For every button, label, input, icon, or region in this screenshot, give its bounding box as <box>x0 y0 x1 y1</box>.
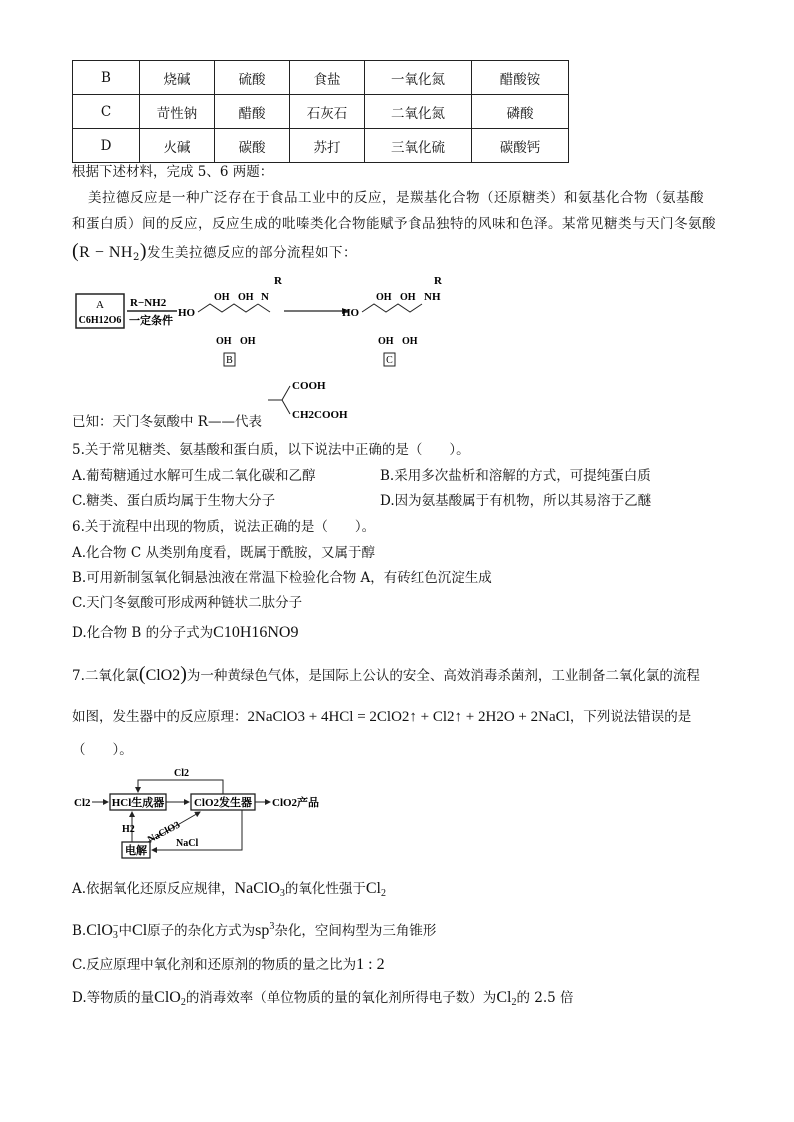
c-oh-1: OH <box>376 292 392 303</box>
cooh-2: CH2COOH <box>292 409 348 421</box>
maillard-flow-diagram <box>72 270 452 370</box>
material-line-3: $(R - NH_2)$发生美拉德反应的部分流程如下： <box>72 240 358 263</box>
q5-stem: 5.关于常见糖类、氨基酸和蛋白质，以下说法中正确的是（ ）。 <box>72 442 470 458</box>
box-a-label: A <box>96 299 104 311</box>
r-bond-1 <box>282 386 290 400</box>
cl2-recycle-line <box>138 780 223 794</box>
condition-label: 一定条件 <box>129 315 173 327</box>
product-label: ClO2产品 <box>272 797 320 809</box>
reaction-equation: 2NaClO3 + 4HCl = 2ClO2↑ + Cl2↑ + 2H2O + 2NaCl <box>247 709 570 725</box>
b-oh-1: OH <box>214 292 230 303</box>
c-oh-4: OH <box>402 336 418 347</box>
table-row <box>73 95 569 129</box>
label-c: C <box>386 355 393 366</box>
q7-line-3: （ ）。 <box>72 742 133 758</box>
cooh-1: COOH <box>292 380 326 392</box>
classification-table <box>72 60 569 163</box>
c-nh: NH <box>424 291 441 303</box>
clo2-formula: ClO2 <box>145 667 181 684</box>
c-oh-3: OH <box>378 336 394 347</box>
q7-option-b: B.ClO$_3$−中Cl原子的杂化方式为$sp^3$杂化，空间构型为三角锥形 <box>72 921 437 941</box>
b-ho: HO <box>178 307 196 319</box>
q6-option-d: D.化合物 B 的分子式为C10H16NO9 <box>72 624 299 641</box>
r-bond-3 <box>282 400 290 414</box>
table-cell: 碳酸 <box>215 129 290 163</box>
table-cell: 苏打 <box>290 129 365 163</box>
material-line-2: 和蛋白质）间的反应，反应生成的吡嗪类化合物能赋予食品独特的风味和色泽。某常见糖类与天门冬氨酸 <box>72 216 716 232</box>
table-cell: 火碱 <box>140 129 215 163</box>
q5-option-d: D.因为氨基酸属于有机物，所以其易溶于乙醚 <box>380 493 652 509</box>
table-cell: 食盐 <box>290 61 365 95</box>
label-b: B <box>226 355 233 366</box>
b-chain <box>198 304 258 312</box>
table-cell: 一氧化氮 <box>365 61 472 95</box>
r-nh2-formula: R − NH <box>79 244 133 261</box>
q6-d-formula: C10H16NO9 <box>213 624 299 641</box>
intro-text: 根据下述材料，完成 5、6 两题： <box>72 164 274 180</box>
c-ho: HO <box>342 307 360 319</box>
b-oh-3: OH <box>216 336 232 347</box>
c-oh-2: OH <box>400 292 416 303</box>
table-cell: 烧碱 <box>140 61 215 95</box>
q6-option-c: C.天门冬氨酸可形成两种链状二肽分子 <box>72 595 303 611</box>
electrolysis-label: 电解 <box>125 845 147 857</box>
clo2-generator-label: ClO2发生器 <box>193 797 253 809</box>
q7-option-a: A.依据氧化还原反应规律，NaClO$_3$的氧化性强于$Cl_2$ <box>72 880 386 899</box>
cl2-input-label: Cl2 <box>74 797 91 809</box>
table-cell: 硫酸 <box>215 61 290 95</box>
q7-option-d: D.等物质的量ClO$_2$的消毒效率（单位物质的量的氧化剂所得电子数）为$Cl_2$的 2.5 倍 <box>72 989 574 1008</box>
b-imine-bond <box>258 304 270 312</box>
table-cell: 二氧化氮 <box>365 95 472 129</box>
material-line-1: 美拉德反应是一种广泛存在于食品工业中的反应，是羰基化合物（还原糖类）和氨基化合物（氨基酸 <box>88 190 704 206</box>
table-cell: 苛性钠 <box>140 95 215 129</box>
q7-line-1: 7.二氧化氯(ClO2)为一种黄绿色气体，是国际上公认的安全、高效消毒杀菌剂，工业制备二氧化氯的流程 <box>72 663 700 685</box>
table-cell: B <box>73 61 140 95</box>
ratio-value: 1 : 2 <box>356 956 385 973</box>
table-row <box>73 129 569 163</box>
aspartic-r-structure <box>262 374 372 426</box>
b-oh-2: OH <box>238 292 254 303</box>
c-chain <box>362 304 422 312</box>
b-n: N <box>261 291 269 303</box>
b-oh-4: OH <box>240 336 256 347</box>
h2-label: H2 <box>122 824 135 835</box>
table-cell: 三氧化硫 <box>365 129 472 163</box>
table-cell: D <box>73 129 140 163</box>
q5-option-c: C.糖类、蛋白质均属于生物大分子 <box>72 493 276 509</box>
q7-line-2: 如图，发生器中的反应原理：2NaClO3 + 4HCl = 2ClO2↑ + Cl2↑ + 2H2O + 2NaCl，下列说法错误的是 <box>72 709 692 725</box>
table-row <box>73 61 569 95</box>
table-cell: 醋酸 <box>215 95 290 129</box>
q6-option-b: B.可用新制氢氧化铜悬浊液在常温下检验化合物 A，有砖红色沉淀生成 <box>72 570 492 586</box>
c-r: R <box>434 275 442 287</box>
cl2-recycle-label: Cl2 <box>174 768 189 779</box>
q5-option-b: B.采用多次盐析和溶解的方式，可提纯蛋白质 <box>380 468 651 484</box>
q5-option-a: A.葡萄糖通过水解可生成二氧化碳和乙醇 <box>72 468 316 484</box>
reagent-label: R−NH2 <box>130 297 167 309</box>
q6-option-a: A.化合物 C 从类别角度看，既属于酰胺，又属于醇 <box>72 545 375 561</box>
table-cell: 石灰石 <box>290 95 365 129</box>
table-cell: 醋酸铵 <box>472 61 569 95</box>
q7-option-c: C.反应原理中氧化剂和还原剂的物质的量之比为1 : 2 <box>72 956 385 973</box>
box-a-formula: C6H12O6 <box>78 315 122 326</box>
nacl-label: NaCl <box>176 838 199 849</box>
q6-stem: 6.关于流程中出现的物质，说法正确的是（ ）。 <box>72 519 376 535</box>
clo2-process-diagram <box>72 762 332 862</box>
table-cell: 磷酸 <box>472 95 569 129</box>
naclo3-label: NaClO3 <box>145 819 183 846</box>
table-cell: 碳酸钙 <box>472 129 569 163</box>
table-cell: C <box>73 95 140 129</box>
hcl-generator-label: HCl生成器 <box>111 797 165 809</box>
b-r: R <box>274 275 282 287</box>
known-text: 已知：天门冬氨酸中 R——代表 <box>72 414 262 430</box>
